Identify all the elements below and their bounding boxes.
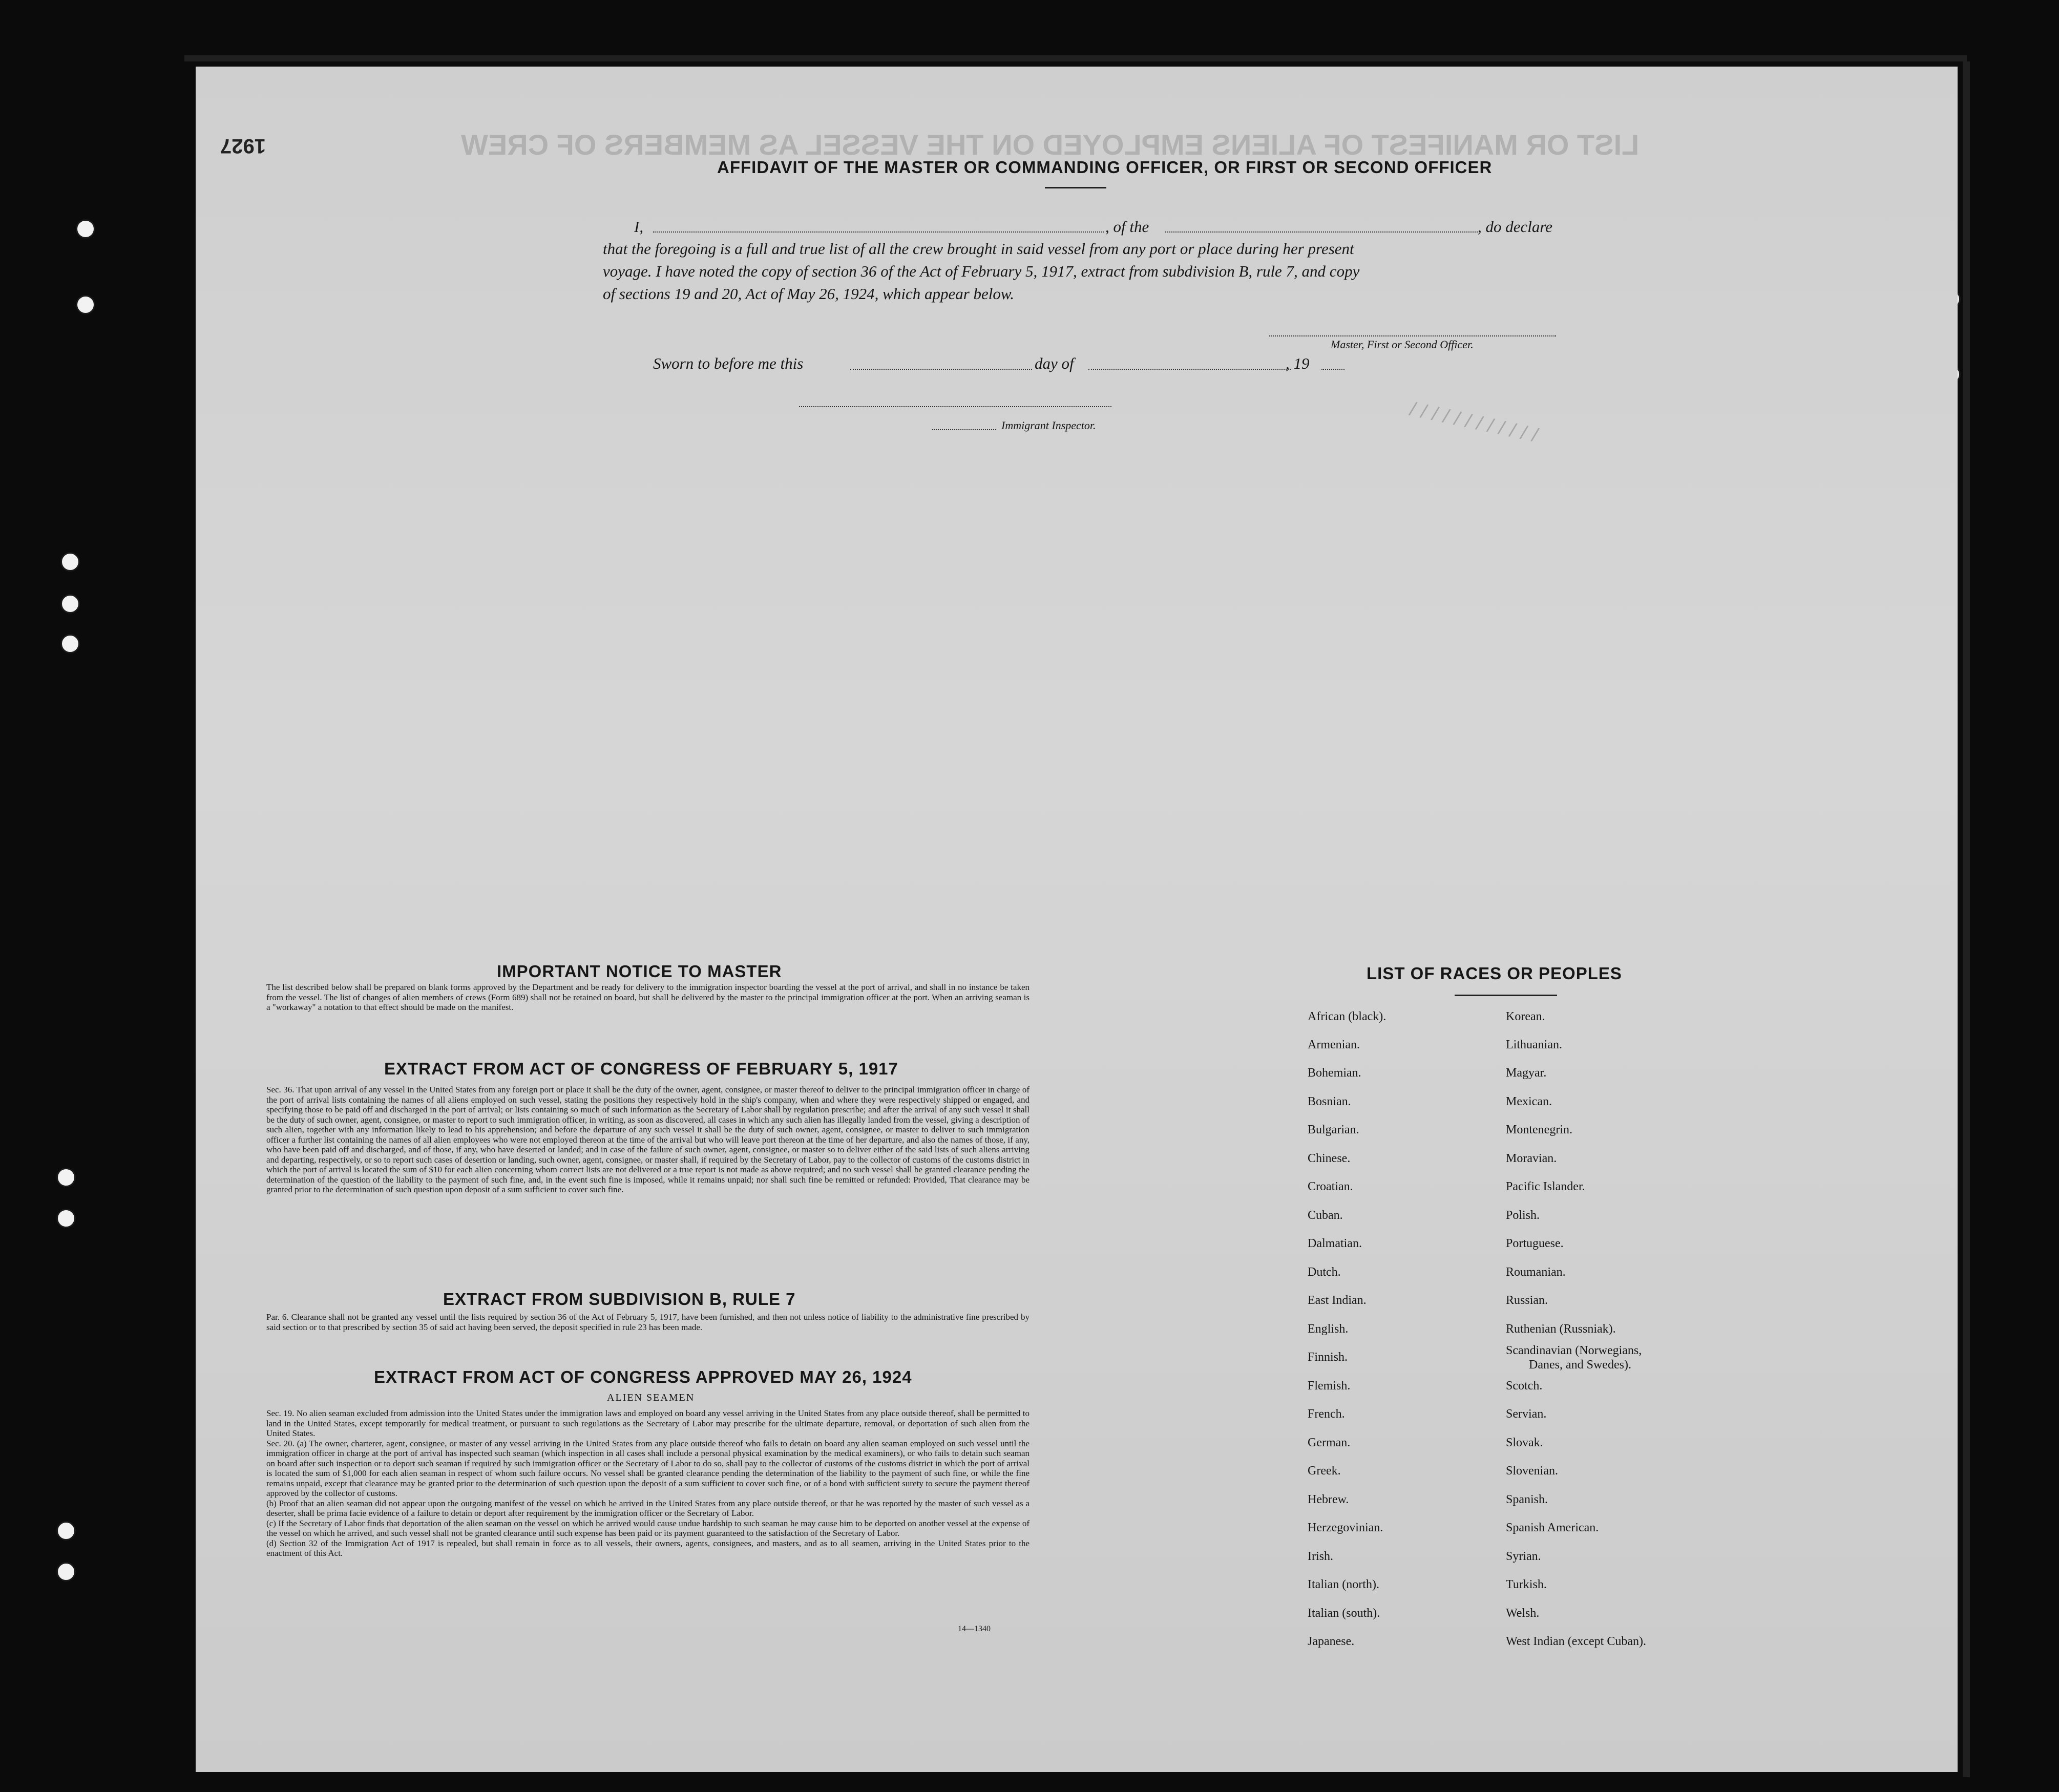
- race-item: Syrian.: [1506, 1550, 1541, 1563]
- race-item: Mexican.: [1506, 1095, 1552, 1108]
- section-19: Sec. 19. No alien seaman excluded from admission into the United States under the immigration laws and employed on board any vessel arriving in the United States from any place outside thereof, shall be permitted to land in the United States, except temporarily for medical treatment, or pursuant to such regulations as the Secretary of Labor may prescribe for the ultimate departure, removal, or deportation of such alien from the United States.: [266, 1408, 1030, 1438]
- binder-hole: [60, 634, 80, 653]
- race-item: English.: [1308, 1322, 1349, 1336]
- sworn-label: Sworn to before me this: [653, 354, 804, 372]
- affidavit-line-2: that the foregoing is a full and true list of all the crew brought in said vessel from any port or place during her present: [603, 240, 1354, 258]
- race-item: Dalmatian.: [1308, 1237, 1362, 1250]
- race-item: Lithuanian.: [1506, 1038, 1562, 1051]
- race-item: Moravian.: [1506, 1152, 1557, 1165]
- master-signature-caption: Master, First or Second Officer.: [1331, 338, 1474, 351]
- race-item: Slovenian.: [1506, 1464, 1558, 1478]
- vessel-blank: [1165, 231, 1478, 233]
- race-item: Servian.: [1506, 1407, 1547, 1421]
- inspector-caption: Immigrant Inspector.: [1001, 419, 1096, 432]
- race-item: Bohemian.: [1308, 1066, 1361, 1080]
- race-item: Greek.: [1308, 1464, 1341, 1478]
- race-item: Croatian.: [1308, 1180, 1353, 1193]
- race-item: African (black).: [1308, 1010, 1386, 1023]
- race-item: Spanish American.: [1506, 1521, 1599, 1534]
- race-item: Flemish.: [1308, 1379, 1351, 1393]
- race-item: West Indian (except Cuban).: [1506, 1635, 1646, 1648]
- binder-hole: [60, 594, 80, 614]
- race-item: Bulgarian.: [1308, 1123, 1359, 1136]
- race-item: Turkish.: [1506, 1578, 1547, 1591]
- master-signature-line: [1269, 335, 1556, 336]
- year-blank: [1321, 369, 1344, 370]
- section-20c: (c) If the Secretary of Labor finds that deportation of the alien seaman on the vessel on which he arrived would cause undue hardship to such seaman he may cause him to be deported on another vessel at the expense of the vessel on which he arrived, and such vessel shall not be granted clearance until such expense has been paid or its payment guaranteed to the satisfaction of the Secretary of Labor.: [266, 1518, 1030, 1538]
- race-item: Armenian.: [1308, 1038, 1360, 1051]
- page-edge-top: [184, 55, 1967, 61]
- extract-1917-title: EXTRACT FROM ACT OF CONGRESS OF FEBRUARY 5, 1917: [384, 1059, 898, 1078]
- affidavit-of-the: , of the: [1105, 218, 1149, 236]
- sworn-day-blank: [850, 369, 1032, 370]
- race-item: Slovak.: [1506, 1436, 1543, 1449]
- race-item: Korean.: [1506, 1010, 1545, 1023]
- race-item: Scotch.: [1506, 1379, 1543, 1393]
- race-item: Hebrew.: [1308, 1493, 1349, 1506]
- year-label: , 19: [1286, 354, 1310, 372]
- race-item: Russian.: [1506, 1294, 1548, 1307]
- day-of-label: day of: [1035, 354, 1074, 372]
- extract-1924-body: [266, 1408, 1030, 1558]
- race-item: Italian (south).: [1308, 1607, 1380, 1620]
- race-item: Japanese.: [1308, 1635, 1355, 1648]
- race-item: Chinese.: [1308, 1152, 1351, 1165]
- inspector-signature-line: [799, 406, 1111, 407]
- race-item: German.: [1308, 1436, 1351, 1449]
- page-edge-right: [1963, 61, 1970, 1777]
- section-20a: Sec. 20. (a) The owner, charterer, agent, consignee, or master of any vessel arriving in the United States from any place outside thereof who fails to detain on board any alien seaman employed on such vessel until the immigration officer in charge at the port of arrival has inspected such seaman (which inspection in all cases shall include a personal physical examination by the medical examiners), or who fails to detain such seaman on board after such inspection or to deport such seaman if required by such immigration officer or the Secretary of Labor to do so, shall pay to the collector of customs of the customs district in which the port of arrival is located the sum of $1,000 for each alien seaman in respect of whom such failure occurs. No vessel shall be granted clearance pending the determination of the liability to the payment of such fine, or while the fine remains unpaid, except that clearance may be granted prior to the determination of such question upon the deposit of a sum sufficient to cover such fine, or of a bond with sufficient surety to secure the payment thereof approved by the collector of customs.: [266, 1438, 1030, 1498]
- notice-body: The list described below shall be prepared on blank forms approved by the Department and be ready for delivery to the immigration inspector boarding the vessel at the port of arrival, and shall in no instance be taken from the vessel. The list of changes of alien members of crews (Form 689) shall not be retained on board, but shall be delivered by the master to the principal immigration officer at the port. When an arriving seaman is a "workaway" a notation to that effect should be made on the manifest.: [266, 982, 1030, 1012]
- inspector-dots: [932, 429, 996, 430]
- races-title-underline: [1455, 995, 1557, 996]
- form-number: 14—1340: [958, 1625, 991, 1633]
- race-item: Irish.: [1308, 1550, 1333, 1563]
- extract-1924-title: EXTRACT FROM ACT OF CONGRESS APPROVED MAY 26, 1924: [374, 1367, 912, 1386]
- affidavit-do-declare: , do declare: [1478, 218, 1553, 236]
- extract-1917-body: Sec. 36. That upon arrival of any vessel in the United States from any foreign port or place it shall be the duty of the owner, agent, consignee, or master thereof to deliver to the principal immigration officer in charge of the port of arrival lists containing the names of all aliens employed on such vessel, stating the positions they respectively hold in the ship's company, when and where they were respectively shipped or engaged, and specifying those to be paid off and discharged in the port of arrival; or lists containing so much of such information as the Secretary of Labor shall by regulation prescribe; and after the arrival of any such vessel it shall be the duty of such owner, agent, consignee, or master to report to such immigration officer, in writing, as soon as discovered, all cases in which any such alien has illegally landed from the vessel, giving a description of such alien, together with any information likely to lead to his apprehension; and before the departure of any such vessel it shall be the duty of such owner, agent, consignee, or master to deliver to such immigration officer a further list containing the names of all alien employees who were not employed thereon at the time of the arrival but who will leave port thereon at the time of her departure, and also the names of those, if any, who have been paid off and discharged, and of those, if any, who have deserted or landed; and in case of the failure of such owner, agent, consignee, or master so to deliver either of the said lists of such aliens arriving and departing, respectively, or so to report such cases of desertion or landing, such owner, agent, consignee, or master shall, if required by the Secretary of Labor, pay to the collector of customs of the customs district in which the port of arrival is located the sum of $10 for each alien concerning whom correct lists are not delivered or a true report is not made as above required; and no such vessel shall be granted clearance pending the determination of the question of the liability to the payment of such fine, and, in the event such fine is imposed, while it remains unpaid; nor shall such fine be remitted or refunded: Provided, That clearance may be granted prior to the determination of such question upon deposit of a sum sufficient to cover such fine.: [266, 1085, 1030, 1194]
- affidavit-line-3: voyage. I have noted the copy of section 36 of the Act of February 5, 1917, extract from subdivision B, rule 7, and copy: [603, 262, 1360, 280]
- bleed-through-marks: / / / / / / / / / / / /: [1407, 396, 1541, 448]
- race-item: Welsh.: [1506, 1607, 1540, 1620]
- name-blank: [653, 231, 1104, 233]
- binder-hole: [56, 1521, 76, 1541]
- race-item: Scandinavian (Norwegians,: [1506, 1344, 1642, 1357]
- race-item: Herzegovinian.: [1308, 1521, 1383, 1534]
- binder-hole: [56, 1209, 76, 1228]
- race-item: Finnish.: [1308, 1351, 1348, 1364]
- alien-seamen-subtitle: ALIEN SEAMEN: [607, 1392, 695, 1403]
- rule-7-title: EXTRACT FROM SUBDIVISION B, RULE 7: [443, 1290, 796, 1309]
- binder-hole: [56, 1168, 76, 1187]
- binder-hole: [76, 295, 95, 314]
- notice-title: IMPORTANT NOTICE TO MASTER: [497, 962, 782, 981]
- race-item: Dutch.: [1308, 1266, 1341, 1279]
- race-item: Italian (north).: [1308, 1578, 1379, 1591]
- race-item: French.: [1308, 1407, 1345, 1421]
- race-item: Roumanian.: [1506, 1266, 1566, 1279]
- race-item: Magyar.: [1506, 1066, 1547, 1080]
- binder-hole: [76, 219, 95, 239]
- race-item: Montenegrin.: [1506, 1123, 1572, 1136]
- race-item: Polish.: [1506, 1209, 1540, 1222]
- rule-7-body: Par. 6. Clearance shall not be granted any vessel until the lists required by section 36 of the Act of February 5, 1917, have been furnished, and then not unless notice of liability to the administrative fine prescribed by said section or to that prescribed by section 35 of said act having been served, the deposit specified in rule 23 has been made.: [266, 1312, 1030, 1332]
- race-item: East Indian.: [1308, 1294, 1367, 1307]
- race-item: Cuban.: [1308, 1209, 1343, 1222]
- binder-hole: [56, 1562, 76, 1582]
- affidavit-i-label: I,: [634, 218, 644, 236]
- bleed-through-header: LIST OR MANIFEST OF ALIENS EMPLOYED ON THE VESSEL AS MEMBERS OF CREW: [461, 129, 1640, 161]
- race-item: Spanish.: [1506, 1493, 1548, 1506]
- race-item: Pacific Islander.: [1506, 1180, 1585, 1193]
- affidavit-line-4: of sections 19 and 20, Act of May 26, 1924, which appear below.: [603, 285, 1015, 303]
- race-item: Ruthenian (Russniak).: [1506, 1322, 1616, 1336]
- binder-hole: [60, 552, 80, 572]
- stamp-number: 1927: [220, 135, 266, 157]
- title-underline: [1045, 187, 1106, 188]
- section-20d: (d) Section 32 of the Immigration Act of 1917 is repealed, but shall remain in force as to all vessels, their owners, agents, consignees, and masters, and as to all seamen, arriving in the United States prior to the enactment of this Act.: [266, 1538, 1030, 1558]
- race-item: Danes, and Swedes).: [1529, 1358, 1631, 1372]
- races-title: LIST OF RACES OR PEOPLES: [1367, 964, 1622, 983]
- race-item: Bosnian.: [1308, 1095, 1351, 1108]
- race-item: Portuguese.: [1506, 1237, 1564, 1250]
- affidavit-title: AFFIDAVIT OF THE MASTER OR COMMANDING OFFICER, OR FIRST OR SECOND OFFICER: [717, 158, 1493, 177]
- month-blank: [1088, 369, 1291, 370]
- section-20b: (b) Proof that an alien seaman did not appear upon the outgoing manifest of the vessel on which he arrived in the United States from any place outside thereof, or that he was reported by the master of such vessel as a deserter, shall be prima facie evidence of a failure to detain or deport after requirement by the immigration officer or the Secretary of Labor.: [266, 1498, 1030, 1518]
